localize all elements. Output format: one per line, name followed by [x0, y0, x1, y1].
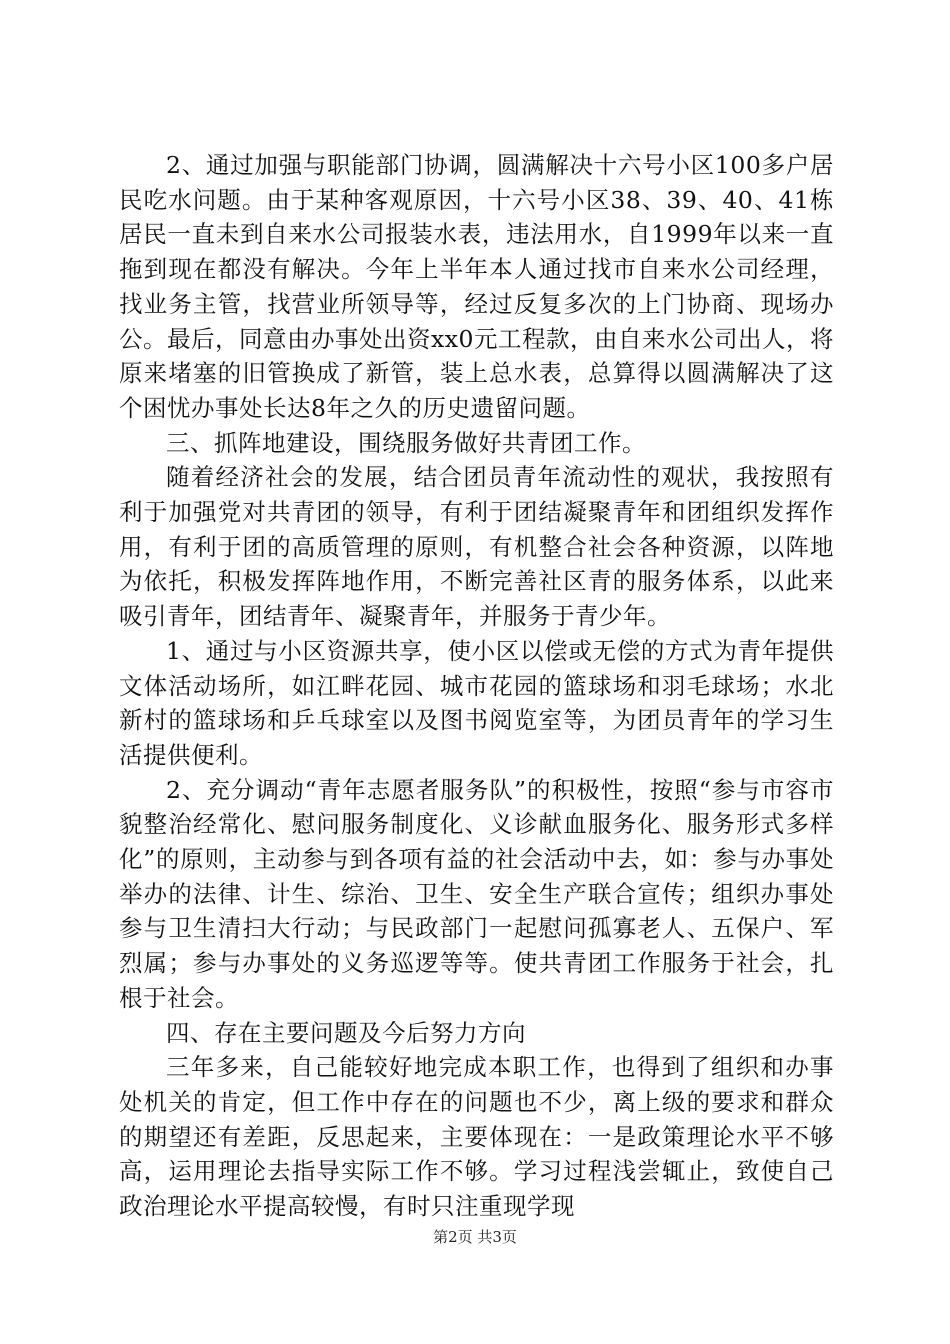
section-heading-4: 四、存在主要问题及今后努力方向 — [166, 1018, 526, 1047]
paragraph-youth-service: 随着经济社会的发展，结合团员青年流动性的观状，我按照有利于加强党对共青团的领导，有利于团结凝聚青年和团组织发挥作用，有利于团的高质管理的原则，有机整合社会各种资源，以阵地为依托，积极发挥阵地作用，不断完善社区青的服务体系，以此来吸引青年，团结青年、凝聚青年，并服务于青少年。 — [119, 463, 834, 631]
paragraph-water-supply: 2、通过加强与职能部门协调，圆满解决十六号小区100多户居民吃水问题。由于某种客观原因，十六号小区38、39、40、41栋居民一直未到自来水公司报装水表，违法用水，自1999年以来一直拖到现在都没有解决。今年上半年本人通过找市自来水公司经理，找业务主管，找营业所领导等，经过反复多次的上门协商、现场办公。最后，同意由办事处出资xx0元工程款，由自来水公司出人，将原来堵塞的旧管换成了新管，装上总水表，总算得以圆满解决了这个困忧办事处长达8年之久的历史遗留问题。 — [119, 151, 834, 422]
page-number-footer: 第2页 共3页 — [433, 1228, 517, 1246]
document-body — [119, 148, 834, 1224]
paragraph-resource-sharing: 1、通过与小区资源共享，使小区以偿或无偿的方式为青年提供文体活动场所，如江畔花园、城市花园的篮球场和羽毛球场；水北新村的篮球场和乒乓球室以及图书阅览室等，为团员青年的学习生活提供便利。 — [119, 636, 834, 769]
section-heading-3: 三、抓阵地建设，围绕服务做好共青团工作。 — [166, 428, 646, 457]
paragraph-volunteers: 2、充分调动“青年志愿者服务队”的积极性，按照“参与市容市貌整治经常化、慰问服务制度化、义诊献血服务化、服务形式多样化”的原则，主动参与到各项有益的社会活动中去，如：参与办事处举办的法律、计生、综治、卫生、安全生产联合宣传；组织办事处参与卫生清扫大行动；与民政部门一起慰问孤寡老人、五保户、军烈属；参与办事处的义务巡逻等等。使共青团工作服务于社会，扎根于社会。 — [119, 775, 834, 1012]
paragraph-problems: 三年多来，自己能较好地完成本职工作，也得到了组织和办事处机关的肯定，但工作中存在的问题也不少，离上级的要求和群众的期望还有差距，反思起来，主要体现在：一是政策理论水平不够高，运用理论去指导实际工作不够。学习过程浅尝辄止，致使自己政治理论水平提高较慢，有时只注重现学现 — [119, 1053, 834, 1221]
